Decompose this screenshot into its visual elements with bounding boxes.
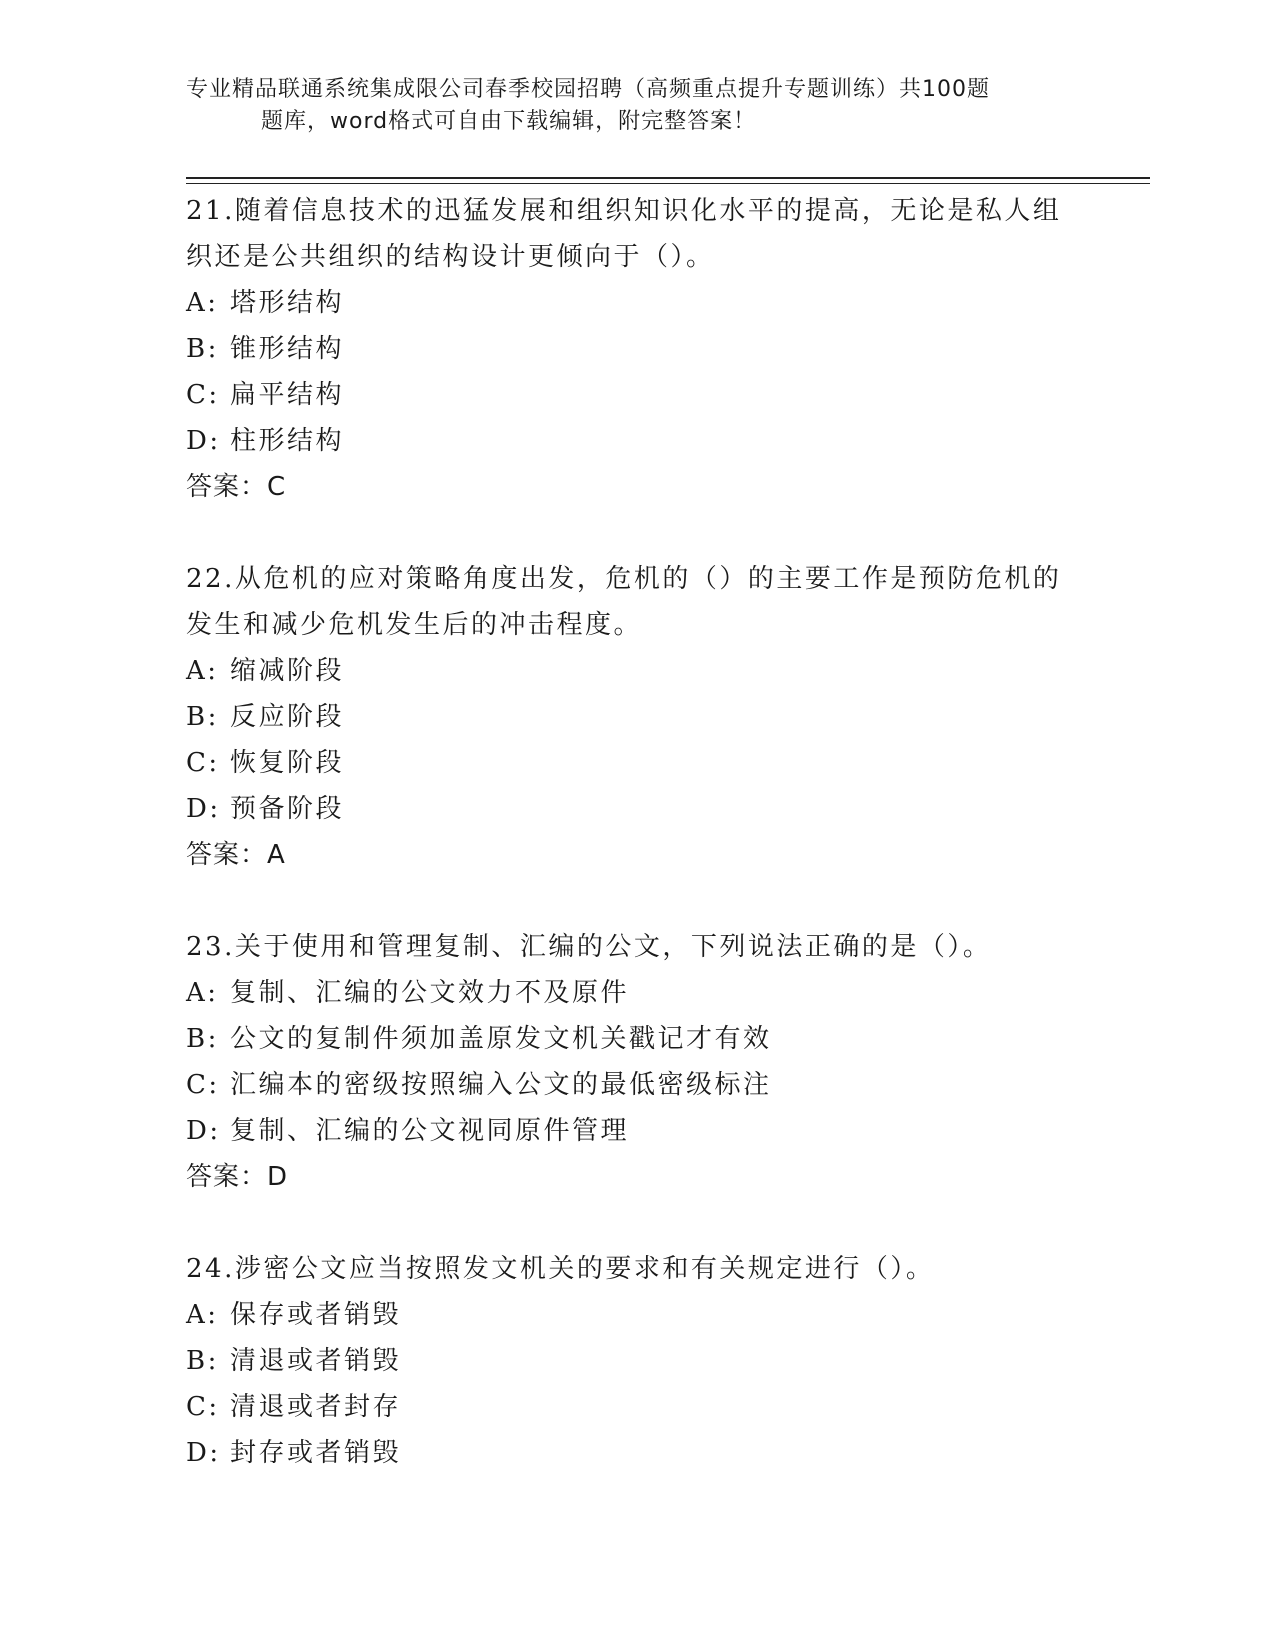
- question-24: [186, 1246, 1086, 1476]
- option-text: 封存或者销毁: [230, 1438, 402, 1468]
- option-a: [186, 280, 1086, 326]
- option-key: C:: [186, 1392, 220, 1422]
- option-text: 缩减阶段: [230, 656, 345, 686]
- option-c: [186, 1062, 1086, 1108]
- option-c: [186, 372, 1086, 418]
- option-text: 保存或者销毁: [230, 1300, 402, 1330]
- option-key: B:: [186, 702, 219, 732]
- question-spacer: [186, 510, 1086, 556]
- option-d: [186, 786, 1086, 832]
- option-key: B:: [186, 1024, 219, 1054]
- option-key: D:: [186, 426, 221, 456]
- header-divider-thin: [186, 183, 1150, 184]
- header-title-line-1: 专业精品联通系统集成限公司春季校园招聘（高频重点提升专题训练）共100题: [186, 77, 990, 102]
- option-key: C:: [186, 748, 220, 778]
- option-text: 汇编本的密级按照编入公文的最低密级标注: [230, 1070, 772, 1100]
- option-key: C:: [186, 1070, 220, 1100]
- answer-line: 答案：C: [186, 472, 287, 502]
- option-a: [186, 970, 1086, 1016]
- option-key: A:: [186, 978, 219, 1008]
- answer-line: 答案：A: [186, 840, 286, 870]
- option-key: B:: [186, 334, 219, 364]
- option-text: 扁平结构: [230, 380, 345, 410]
- option-key: D:: [186, 794, 221, 824]
- option-d: [186, 1108, 1086, 1154]
- option-key: B:: [186, 1346, 219, 1376]
- option-text: 柱形结构: [230, 426, 345, 456]
- option-text: 复制、汇编的公文视同原件管理: [230, 1116, 630, 1146]
- header-title-line-2: 题库，word格式可自由下载编辑，附完整答案！: [261, 109, 757, 134]
- question-21: [186, 188, 1086, 510]
- option-a: [186, 1292, 1086, 1338]
- option-text: 锥形结构: [230, 334, 345, 364]
- option-key: C:: [186, 380, 220, 410]
- option-a: [186, 648, 1086, 694]
- question-stem: 22.从危机的应对策略角度出发，危机的（）的主要工作是预防危机的发生和减少危机发生后的冲击程度。: [186, 564, 1062, 640]
- option-key: D:: [186, 1116, 221, 1146]
- option-c: [186, 740, 1086, 786]
- question-list: [186, 188, 1086, 1476]
- option-text: 塔形结构: [230, 288, 345, 318]
- option-text: 预备阶段: [230, 794, 345, 824]
- question-spacer: [186, 1200, 1086, 1246]
- option-c: [186, 1384, 1086, 1430]
- option-d: [186, 1430, 1086, 1476]
- option-key: A:: [186, 656, 219, 686]
- option-text: 复制、汇编的公文效力不及原件: [230, 978, 630, 1008]
- option-text: 反应阶段: [230, 702, 345, 732]
- document-header: [186, 74, 1066, 138]
- option-b: [186, 1338, 1086, 1384]
- option-text: 清退或者封存: [230, 1392, 402, 1422]
- answer-line: 答案：D: [186, 1162, 289, 1192]
- header-divider-thick: [186, 177, 1150, 179]
- question-stem: 21.随着信息技术的迅猛发展和组织知识化水平的提高，无论是私人组织还是公共组织的结构设计更倾向于（）。: [186, 196, 1062, 272]
- option-text: 公文的复制件须加盖原发文机关戳记才有效: [230, 1024, 772, 1054]
- option-b: [186, 326, 1086, 372]
- option-key: A:: [186, 1300, 219, 1330]
- option-text: 恢复阶段: [230, 748, 345, 778]
- question-23: [186, 924, 1086, 1200]
- question-stem: 24.涉密公文应当按照发文机关的要求和有关规定进行（）。: [186, 1254, 935, 1284]
- option-d: [186, 418, 1086, 464]
- option-b: [186, 1016, 1086, 1062]
- question-stem: 23.关于使用和管理复制、汇编的公文，下列说法正确的是（）。: [186, 932, 992, 962]
- question-22: [186, 556, 1086, 878]
- question-spacer: [186, 878, 1086, 924]
- option-text: 清退或者销毁: [230, 1346, 402, 1376]
- option-b: [186, 694, 1086, 740]
- option-key: D:: [186, 1438, 221, 1468]
- option-key: A:: [186, 288, 219, 318]
